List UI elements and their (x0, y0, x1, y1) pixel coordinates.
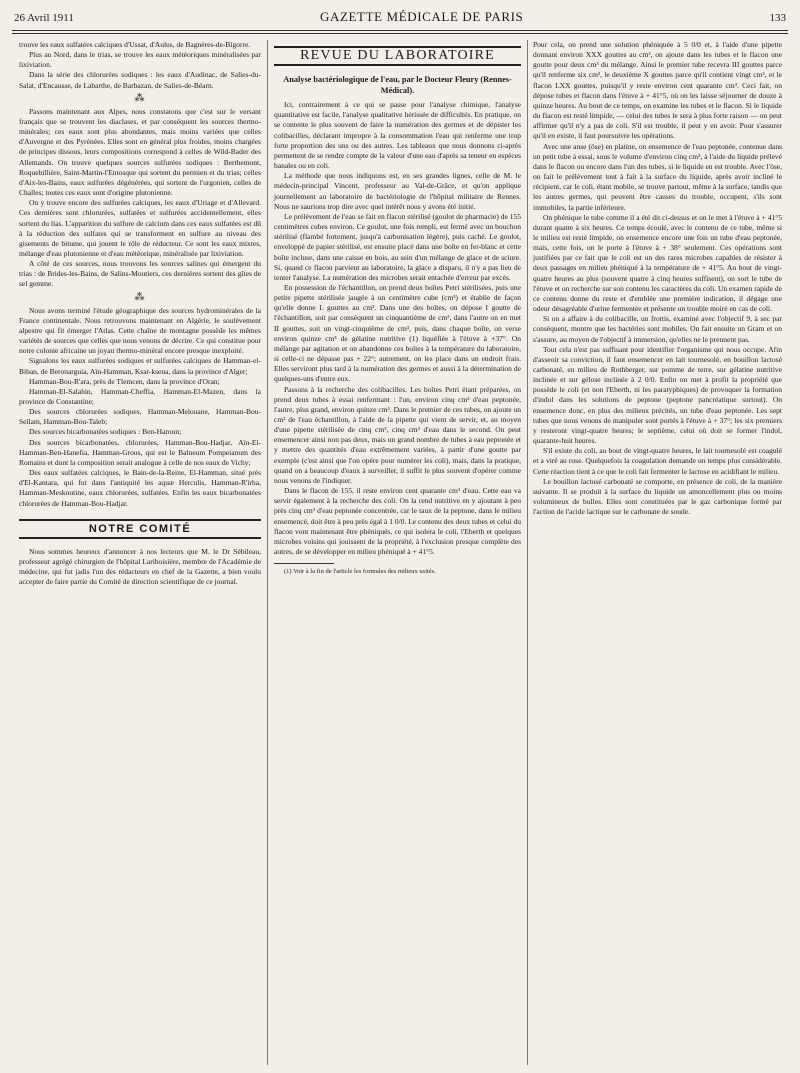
column-separator-right (527, 40, 528, 1065)
paragraph: Hamman-El-Salahin, Hamman-Cheffia, Hamman-El-Mazen, dans la province de Constantine; (19, 386, 261, 406)
header-rule (12, 30, 788, 31)
column-separator-left (267, 40, 268, 1065)
column-right (533, 40, 782, 517)
comite-heading: NOTRE COMITÉ (19, 519, 261, 539)
header-rule-second (12, 33, 788, 34)
paragraph: On phénique le tube comme il a été dit ci-dessus et on le met à l'étuve à + 41°5 durant quatre à six heures. Ce temps écoulé, avec le contenu de ce tube, même si le milieu est resté limpide, on ensemence encore une fois un tube d'eau peptonée, mais, cette fois, on le porte à l'étuve à + 38° seulement. Ces opérations sont justifiées par ce fait que le coli est un des rares microbes capables de résister à deux passages en milieu phéniqué à la température de + 41°5. Au bout de vingt-quatre heures au plus (souvent quatre à cinq heures suffisent), on sort le tube de l'étuve et on recherche sur son contenu les caractères du coli. Un examen rapide de ce contenu donne du reste et d'emblée une première indication, il dégage une odeur désagréable d'urine fermentée et présente un trouble moiré en cas de coli. (533, 212, 782, 314)
section-heading: REVUE DU LABORATOIRE (274, 46, 521, 66)
paragraph: Passons à la recherche des colibacilles. Les boîtes Petri étant préparées, on prend deux tubes à essai renfermant : l'un, environ cinq cm³ d'eau peptonée, l'autre, plus grand, environ quinze cm³. Dans le premier de ces tubes, on ajoute un cm³ de l'eau échantillon, à l'aide de la pipette qui vient de servir, et, au moyen d'une pipette stérilisée de cinq cm³, cinq cm³ d'eau dans le second. On peut ensemencer ainsi non pas deux, mais un grand nombre de tubes à eau peptonée et y mettre des quantités d'eau extrêmement variées, à partir d'une goutte par exemple (c'est ainsi que l'on opère pour numérer les coli), mais, dans la pratique, quand on a beaucoup d'eaux à surveiller, il suffit le plus souvent d'opérer comme nous venons de l'indiquer. (274, 384, 521, 485)
paragraph: On y trouve encore des sulfurées calciques, les eaux d'Uriage et d'Allevard. Ces dernières sont chlorurées, sulfatées et sulfurées accidentellement, elles sortent du lias. L'apparition du sulfure de calcium dans ces eaux sulfatées est dû à la réduction des sulfates qui se transforment en sulfure au niveau des gisements de bitume, qui jouent le rôle de réducteur. Ce sont les eaux mixtes, mélange d'eau plutonienne et d'eau météorique, minéralisée par lixiviation. (19, 198, 261, 258)
footnote: (1) Voir à la fin de l'article les formules des milieux usités. (284, 568, 436, 576)
column-middle (274, 40, 521, 576)
paragraph: Des eaux sulfatées calciques, le Bain-de-la-Reine, El-Hamman, situé près d'El-Kantara, qui fut dans l'antiquité les aquæ Herculis, Hamman-R'irha, Hamman-Meskoutine, eaux chlorurées, sulfatées. Enfin les eaux bicarbonatées chlorurées de Hamman-Bou-Hadjar. (19, 468, 261, 508)
paragraph: En possession de l'échantillon, on prend deux boîtes Petri stérilisées, puis une petite pipette stérilisée jaugée à un centimètre cube (cm³) et établie de façon qu'elle donne L gouttes au cm³. Dans une des boîtes, on dépose I goutte de l'échantillon, soit par conséquent un cinquantième de cm³, dans l'autre on en met II gouttes, soit un vingt-cinquième de cm³, puis, dans chaque boîte, on verse environ quinze cm³ de gélatine nutritive (1) liquéfiée à l'étuve à +37°. On mélange par agitation et on abandonne ces boîtes à la température du laboratoire, si celle-ci ne dépasse pas + 22°; autrement, on les place dans un endroit frais. Elles serviront plus tard à la numération des germes et aussi à la détermination de quelques-uns d'entre eux. (274, 282, 521, 384)
footnote-rule (274, 563, 334, 564)
paragraph: Pour cela, on prend une solution phéniquée à 5 0/0 et, à l'aide d'une pipette donnant environ XXX gouttes au cm³, on ajoute dans les tubes et le flacon une goutte pour deux cm³ du mélange. Ainsi le premier tube recevra III gouttes parce qu'il renferme six cm³, le deuxième X gouttes parce qu'il contient vingt cm³, et le flacon LXX gouttes, puisqu'il y reste environ cent quarante cm³. Ceci fait, on dépose tubes et flacon dans l'étuve à + 41°5, où on les laisse séjourner de douze à quinze heures. Au bout de ce temps, on examine les tubes et le flacon. Si le liquide du flacon est resté limpide, — celui des tubes le sera à plus forte raison — on peut affirmer qu'il n'y a pas de coli. S'il est trouble, il peut y en avoir. Pour s'assurer qu'il en existe, il faut poursuivre les opérations. (533, 40, 782, 141)
paragraph: Signalons les eaux sulfurées sodiques et sulfurées calciques de Hamman-el-Biban, de Beronarguia, Aïn-Hamman, Ksar-ksena, dans la province d'Alger; (19, 356, 261, 376)
paragraph: Plus au Nord, dans le trias, se trouve les eaux météoriques minéralisées par lixiviation. (19, 50, 261, 70)
paragraph: Des sources bicarbonatées, chlorurées, Hamman-Bou-Hadjar, Aïn-El-Hamman-Ben-Hanefia, Hamman-Grous, qui est le Balneum Pompeianum des Romains et dont la composition serait analogue à celle de nos eaux de Vichy; (19, 437, 261, 467)
paragraph: Des sources chlorurées sodiques, Hamman-Melouane, Hamman-Bou-Sellam, Hamman-Bou-Taleb; (19, 407, 261, 427)
paragraph: Si on a affaire à du colibacille, un frottis, examiné avec l'objectif 9, à sec par conséquent, montre que les bactéries sont mobiles. On fait ensuite un Gram et on s'assure, au moyen de l'objectif à immersion, qu'elles ne le prennent pas. (533, 314, 782, 344)
paragraph: Dans la série des chlorurées sodiques : les eaux d'Audinac, de Salies-du-Salat, d'Encausse, de Labarthe, de Barbazan, de Salies-de-Béarn. (19, 70, 261, 90)
paragraph: Avec une anse (öse) en platine, on ensemence de l'eau peptonée, contenue dans un petit tube à essai, sous le volume d'environ cinq cm³, à l'aide du liquide prélevé dans le flacon ou encore dans l'un des tubes, si le liquide en est trouble. Avec l'öse, on fait le prélèvement tout à fait à la surface du liquide, après avoir incliné le récipient, car le coli, étant mobile, se trouve partout, même à la surface, tandis que les autres germes, qui peuvent être causes du trouble, occupent, s'ils sont immobiles, la partie inférieure. (533, 141, 782, 212)
paragraph: trouve les eaux sulfatées calciques d'Ussat, d'Aulus, de Bagnères-de-Bigorre. (19, 40, 251, 49)
issue-date: 26 Avril 1911 (14, 12, 74, 24)
paragraph: A côté de ces sources, nous trouvons les sources salines qui émergent du trias : de Brides-les-Bains, de Salins-Moutiers, ces dernières sortent des gîtes de sel gemme. (19, 259, 261, 289)
paragraph: Le bouillon lactosé carbonaté se comporte, en présence de coli, de la manière suivante. Il se produit à la surface du liquide un amoncellement plus ou moins volumineux de bulles. Elles sont constituées par le gaz carbonique formé par l'action de l'acide lactique sur le carbonate de soude. (533, 476, 782, 517)
paragraph: Hamman-Bou-R'ara, près de Tlemcen, dans la province d'Oran; (29, 376, 220, 386)
paragraph: Des sources bicarbonatées sodiques : Ben-Haroun; (29, 427, 182, 437)
section-separator-stars: ⁂ (134, 92, 146, 104)
paragraph: Dans le flacon de 155, il reste environ cent quarante cm³ d'eau. Cette eau va servir également à la recherche des coli. On la rend nutritive en y ajoutant à peu près cinq cm³ d'eau peptonée concentrée, car le taux de la peptone, dans le milieu ensemencé, doit être à peu près égal à 1 0/0. Le contenu des deux tubes et celui du flacon vont maintenant être phéniqués, ce qui isolera le coli, l'Eberth et quelques microbes voisins qui jouissent de la propriété, à l'exclusion presque complète des autres, de se développer en milieu phéniqué à + 41°5. (274, 486, 521, 557)
page-header (14, 9, 786, 27)
page-number: 133 (769, 12, 786, 24)
paragraph: Le prélèvement de l'eau se fait en flacon stérilisé (goulot de pharmacie) de 155 centimètres cubes environ. Ce goulot, une fois rempli, est fermé avec un bouchon stérilisé (flambé fortement, jusqu'à carbonisation légère), puis caché. Le goulot, enveloppé de papier stérilisé, est ensuite placé dans une boîte en fer-blanc et cette boîte incluse, dans une caisse en bois, au sein d'un mélange de glace et de sciure. Si, quand ce flacon parvient au laboratoire, la glace a disparu, il n'y a pas lieu de tenter l'analyse. La numération des microbes serait entachée d'erreur par excès. (274, 211, 521, 282)
section-separator-stars: ⁂ (134, 291, 146, 303)
paragraph: S'il existe du coli, au bout de vingt-quatre heures, le lait tournesolé est coagulé et a viré au rose. Quelquefois la coagulation demande un temps plus considérable. Cette réaction tient à ce que le coli fait fermenter le lactose en acidifiant le milieu. (533, 446, 782, 476)
column-left (19, 40, 261, 588)
journal-title: GAZETTE MÉDICALE DE PARIS (320, 9, 524, 24)
article-title: Analyse bactériologique de l'eau, par le Docteur Fleury (Rennes-Médical). (283, 75, 512, 96)
paragraph: Nous avons terminé l'étude géographique des sources hydrominérales de la France continentale. Nous retrouvons maintenant en Algérie, le soulèvement alpestre qui fit émerger l'Atlas. Cette chaîne de montagne possède les mêmes variétés de sources que celles que nous venons de décrire. Ce qui constitue pour notre colonie africaine un joyau thermo-minéral encore presque inexploité. (19, 305, 261, 356)
comite-paragraph: Nous sommes heureux d'annoncer à nos lecteurs que M. le Dr Sébileau, professeur agrégé chirurgien de l'hôpital Lariboisière, membre de l'Académie de médecine, qui fut jadis l'un des rédacteurs en chef de la Gazette, a bien voulu accepter de faire partie du Comité de direction scientifique de ce journal. (19, 546, 261, 587)
paragraph: Ici, contrairement à ce qui se passe pour l'analyse chimique, l'analyse quantitative est facile, l'analyse qualitative hérissée de difficultés. En pratique, on se contente le plus souvent de faire la numération des germes et de dépister les colibacilles, déclarant impropre à la consommation l'eau qui renferme une trop forte proportion des uns ou des autres. Les tableaux que nous donnons ci-après permettent de se rendre compte de la valeur d'une eau d'après sa teneur en espèces banales ou en coli. (274, 100, 521, 171)
paragraph: Tout cela n'est pas suffisant pour identifier l'organisme qui nous occupe. Afin d'asseoir sa conviction, il faut ensemencer en lait tournesolé, en bouillon lactosé carbonaté, en milieu de Rothberger, sur pomme de terre, sur gélatine nutritive inclinée et sur gélose inclinée à 2 0/0. Enfin on met à profit la propriété que possède le coli (et non l'Eberth, ni les paratyphiques) de provoquer la formation d'indol dans les solutions de peptone (peptone pancréatique surtout). On ensemence donc, en plus des milieux précités, un tube d'eau peptonée. Les sept tubes que nous venons de manipuler sont portés à l'étuve à + 37°; les six premiers y resteront vingt-quatre heures; le septième, celui où doit se former l'indol, quarante-huit heures. (533, 344, 782, 446)
paragraph: Passons maintenant aux Alpes, nous constatons que c'est sur le versant français que se trouvent les diaclases, et par conséquent les sources thermo-minérales; ces eaux sont plus abondantes, mais moins variées que celles d'Auvergne et des Pyrénées. Elles sont en général plus froides, moins chargées de principes dissous, leurs compositions correspond à celles de Wild-Bader des Allemands. On trouve quelques sources sulfurées sodiques : Berthemont, Roquebillière, Saint-Martin-l'Entosque qui sortent du permien et du trias; celles d'Aix-les-Bains, eaux sulfurées dégénérées, qui sortent de l'urgonien, celles de Challes; toutes ces eaux sont d'origine plutonienne. (19, 106, 261, 198)
paragraph: La méthode que nous indiquons est, en ses grandes lignes, celle de M. le médecin-principal Vincent, professeur au Val-de-Grâce, et qu'on applique journellement au laboratoire de bactériologie de l'hôpital militaire de Rennes. Nous ne saurions trop dire avec quel intérêt nous y avons été initié. (274, 171, 521, 211)
